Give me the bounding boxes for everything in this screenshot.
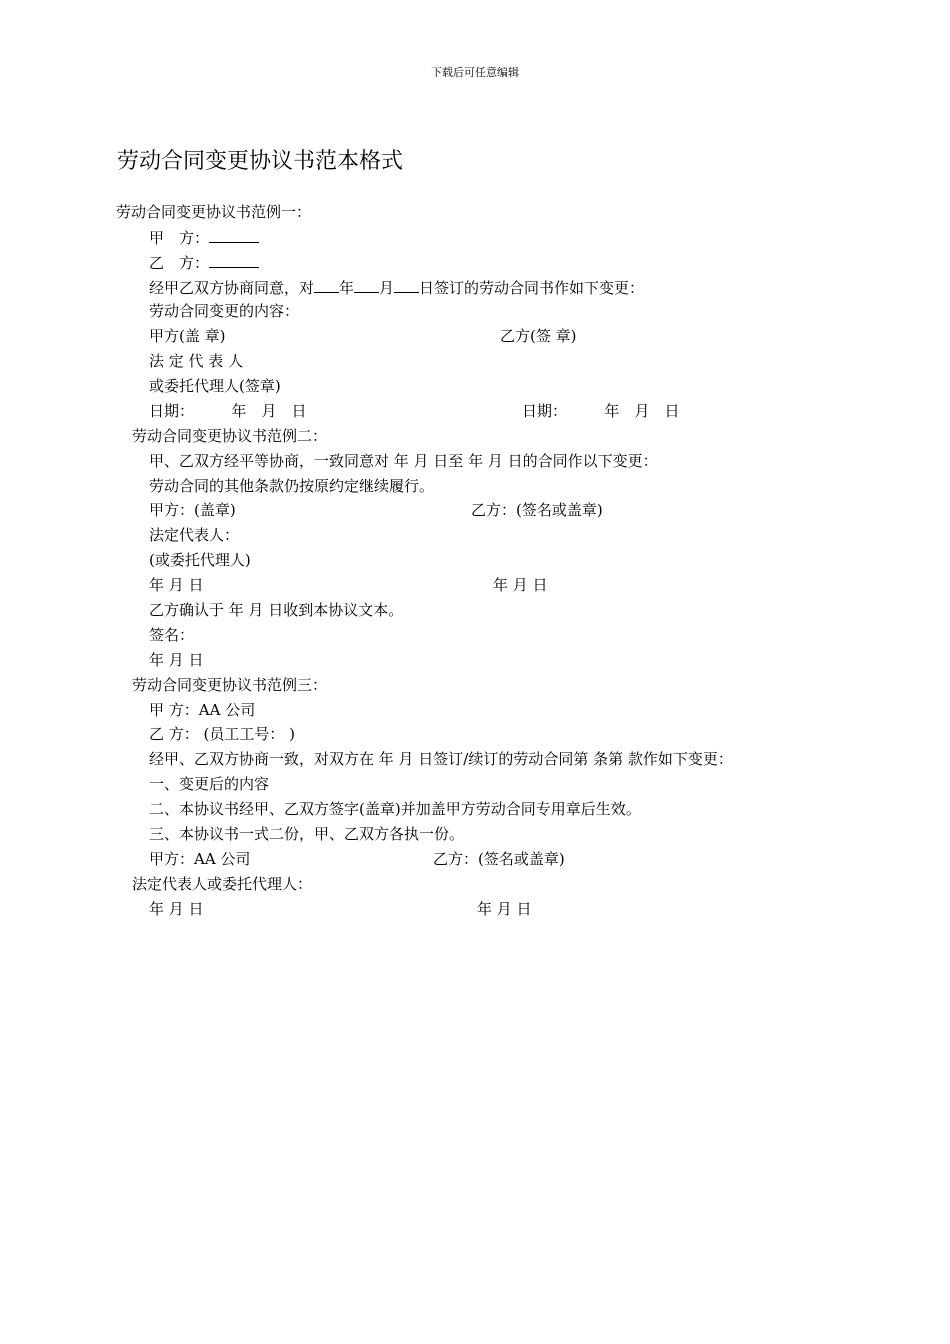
example1-date-a: 日期： 年 月 日	[149, 402, 307, 420]
example1-heading: 劳动合同变更协议书范例一：	[116, 203, 312, 221]
example3-item2: 二、本协议书经甲、乙双方签字(盖章)并加盖甲方劳动合同专用章后生效。	[149, 800, 641, 818]
agree-month: 月	[379, 279, 395, 297]
agree-post: 日签订的劳动合同书作如下变更：	[419, 279, 645, 297]
party-a-blank	[209, 227, 259, 243]
example3-date-b: 年 月 日	[477, 900, 532, 918]
example2-agent: (或委托代理人)	[149, 551, 251, 569]
agree-pre: 经甲乙双方协商同意，对	[149, 279, 315, 297]
example3-sign-b: 乙方：(签名或盖章)	[433, 850, 565, 868]
example3-sign-a: 甲方：AA 公司	[149, 850, 251, 868]
example2-other-terms: 劳动合同的其他条款仍按原约定继续履行。	[149, 477, 435, 495]
example3-date-a: 年 月 日	[149, 900, 204, 918]
example1-content-label: 劳动合同变更的内容：	[149, 302, 300, 320]
example1-legal-rep: 法 定 代 表 人	[149, 352, 244, 370]
example1-sign-a: 甲方(盖 章)	[149, 327, 226, 345]
example3-item1: 一、变更后的内容	[149, 775, 270, 793]
example2-signature: 签名：	[149, 626, 195, 644]
example1-party-b-label: 乙 方：	[149, 254, 210, 272]
header-note: 下载后可任意编辑	[431, 66, 519, 79]
example1-agent: 或委托代理人(签章)	[149, 377, 281, 395]
agree-year: 年	[339, 279, 355, 297]
example3-legal-rep: 法定代表人或委托代理人：	[132, 875, 313, 893]
example2-confirm: 乙方确认于 年 月 日收到本协议文本。	[149, 601, 404, 619]
example2-legal-rep: 法定代表人：	[149, 526, 240, 544]
example1-agreement	[149, 277, 644, 298]
example3-agreement: 经甲、乙双方协商一致，对双方在 年 月 日签订/续订的劳动合同第 条第 款作如下变更：	[149, 750, 733, 768]
example2-sign-b: 乙方：(签名或盖章)	[471, 501, 603, 519]
example1-party-b	[149, 252, 259, 273]
example1-sign-b: 乙方(签 章)	[500, 327, 577, 345]
day-blank	[394, 277, 419, 293]
example2-date-b: 年 月 日	[493, 576, 548, 594]
example3-party-a: 甲 方：AA 公司	[149, 701, 256, 719]
example1-party-a-label: 甲 方：	[149, 229, 210, 247]
example1-party-a	[149, 227, 259, 248]
example2-sign-a: 甲方：(盖章)	[149, 501, 236, 519]
example2-date-a: 年 月 日	[149, 576, 204, 594]
example1-date-b: 日期： 年 月 日	[522, 402, 680, 420]
example3-item3: 三、本协议书一式二份，甲、乙双方各执一份。	[149, 825, 465, 843]
example2-date-c: 年 月 日	[149, 651, 204, 669]
example3-party-b: 乙 方： (员工工号： )	[149, 725, 296, 743]
example2-heading: 劳动合同变更协议书范例二：	[132, 427, 328, 445]
year-blank	[314, 277, 339, 293]
example3-heading: 劳动合同变更协议书范例三：	[132, 676, 328, 694]
party-b-blank	[209, 252, 259, 268]
document-title: 劳动合同变更协议书范本格式	[117, 149, 404, 174]
example2-agreement: 甲、乙双方经平等协商，一致同意对 年 月 日至 年 月 日的合同作以下变更：	[149, 452, 658, 470]
month-blank	[354, 277, 379, 293]
